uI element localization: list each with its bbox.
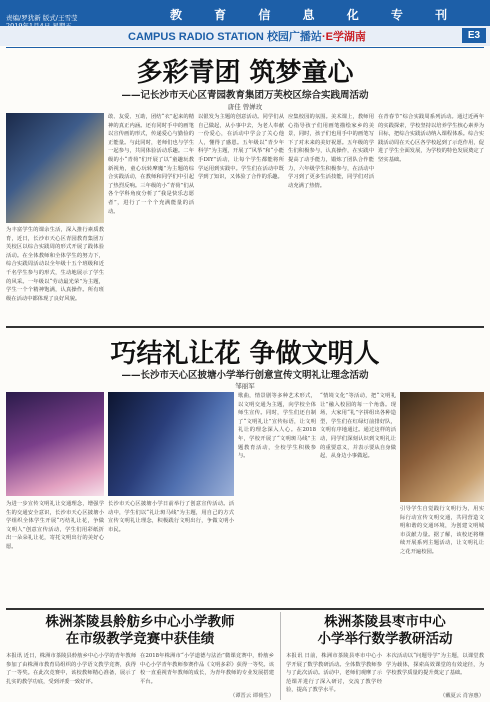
article3-text-2: 在2018年株洲市“小学道德与法治”微课竞赛中，舲舫乡中心小学青年教师参赛作品《文明多彩》获得一等奖。该校一直重视青年教师的成长，为青年教师的专业发展搭建平台。 — [140, 653, 274, 685]
article4-title-line-1: 株洲茶陵县枣市中心 — [324, 614, 446, 630]
article1-col-5: 在青春节”综合实践周系列活动。通过近两年的实践探索，学校坚持以培养学生核心素养为目标，把综合实践活动纳入课程体系。综合实践活动周在天心区各学校起到了示范作用，促进了学生全面发展，为学校的特色发展奠定了坚实基础。 — [378, 114, 484, 163]
article3-title — [6, 614, 274, 648]
article1-col-3: 以银发为主题的创意活动。同学们从自己做起，从小事中去，为老人奉献一份爱心，在活动中学会了关心他人，懂得了感恩。五年级以“青少年科学”为主题，开展了“风筝”和“小能手DIY”活动，让每个学生都能将所学运用到实践中。学生们在活动中既学到了知识，又体验了合作的乐趣。 — [198, 114, 284, 181]
article1-col-2: 敢、友爱、互助，团结“衣”起来的精神的真正内涵。还有同时手中的画笔以宣传画的形式，传递爱心与勤俭的正能量。与此同时，老师们也与学生一起参与，共同体验活动乐趣。二年级的小“青荷”们开展了以“童趣玩教新视角，童心玩转摩魔”为主题的综合实践活动，在教师和同学们中引起了热烈反响。三年级的小“青荷”们从各个学科角度分析了“我是快乐志愿者”，进行了一个个充满能量的活动。 — [108, 114, 194, 215]
article2-subtitle: ——长沙市天心区披塘小学举行创意宣传文明礼让理念活动 — [121, 370, 369, 381]
editor-line: 责编/罗犹新 版式/王雪莹 — [6, 14, 78, 22]
section-divider-2 — [6, 608, 484, 610]
article2-byline: 邹丽军 — [235, 382, 255, 390]
article1-col-1: 为丰富学生的课余生活，深入推行素质教育，近日，长沙市天心区青园教育集团万芙校区以综合实践周的形式开展了践体验活动。在全体教师和全体学生的努力下，综合实践周活动以全年级十五个班级和近千名学生参与的形式，生动地展示了学生的风采。一年级以“劳动最光荣”为主题，学生一个个精神饱满，认真操作。所有班级在活动中都体现了良好风貌。 — [6, 227, 104, 302]
section-title-suffix: ·E学湖南 — [321, 31, 366, 43]
article1-col-4: 应集校园的氛围。美术课上，教师用心指导孩子们用画笔描绘家乡的美景，同时，孩子们也用手中的画笔写下了对未来的美好祝愿。五年级的学生们积极参与，认真操作，在实践中提高了动手能力，锻炼了团队合作能力，六年级学生积极参与，在活动中学习到了更多生活技能，同学们对活动充满了热情。 — [288, 114, 374, 189]
article2-title: 巧结礼让花 争做文明人 — [110, 339, 380, 369]
article2-col-a: 为进一步宣传文明礼让交通理念，增强学生的交通安全意识，长沙市天心区披塘小学组织全体学生开展“巧结礼让花，争做文明人”创意宣传活动，学生们用彩纸折出一朵朵礼让花，寄托文明出行的美好心愿。 — [6, 501, 104, 550]
section-title — [128, 28, 366, 44]
article2-col-e: 引导学生自觉践行文明行为，用实际行动宣传文明交通，共同营造文明和谐的交通环境，为创建文明城市贡献力量。据了解，该校还将继续开展系列主题活动，让文明礼让之花开遍校园。 — [400, 506, 484, 555]
article1-byline: 唐佳 曾婵玫 — [227, 103, 263, 111]
article4-author: （戴夏云 肖容惠） — [439, 693, 484, 699]
article1-title: 多彩青团 筑梦童心 — [136, 58, 354, 88]
article2-photo-1 — [6, 392, 104, 496]
article2-col-c: 歌曲，情景剧等多种艺术形式，以文明交通为主题，向学校全体师生宣传。同时，学生们还自制了“文明礼让”宣传标语，让文明礼让的理念深入人心。在2018年，学校开展了“文明斑马线”主题教育活动，全校学生积极参与。 — [238, 393, 316, 460]
article3-title-line-2: 在市级教学竞赛中获佳绩 — [65, 631, 215, 647]
article4-text-1: 本报讯 日前，株洲市茶陵县枣市中心小学开展了数学教研活动。全体数学教师参与了此次活动。活动中，老师们观摩了示范课并进行了深入研讨，交流了教学经验，提高了教学水平。 — [286, 653, 382, 694]
section-title-en: CAMPUS RADIO STATION — [128, 31, 264, 43]
article2-photo-3 — [400, 392, 484, 502]
article3-text-1: 本报讯 近日，株洲市茶陵县舲舫乡中心小学的青年教师参加了由株洲市教育局组织的小学语文教学竞赛，获得了一等奖。在此次竞赛中，该校教师精心准备，展示了扎实的教学功底，受到评委一致好评。 — [6, 653, 136, 685]
article3-author: （谭晋云 谭荷生） — [229, 693, 274, 699]
article2-col-d: “情境文化”等活动，把“文明礼让”融入校园的每一个角落。现场，大家用“礼”字拼组出各种造型，学生们在红绿灯前排好队，文明有序地通过。通过这样的活动，同学们深刻认识到文明礼让的重要意义，并表示要从自身做起，从身边小事做起。 — [320, 393, 396, 460]
section-title-cn: 校园广播站 — [266, 31, 322, 43]
section-divider-1 — [6, 326, 484, 328]
article1-photo-1 — [6, 113, 104, 223]
article1-subtitle: ——记长沙市天心区青园教育集团万芙校区综合实践周活动 — [121, 90, 369, 101]
header-rule — [6, 47, 484, 48]
article4-title — [286, 614, 484, 648]
article2-photo-2 — [108, 392, 234, 496]
article2-col-b: 长沙市天心区披塘小学日前举行了创意宣传活动。活动中，学生们以“礼让斑马线”为主题，用自己的方式宣传文明礼让理念，积极践行文明出行，争做文明小市民。 — [108, 501, 234, 533]
article4-text-2: 本次活动以“问题导学”为主题，以课堂教学为载体，探索高效课堂的有效途径，为学校教学质量的提升奠定了基础。 — [386, 653, 484, 677]
article4-title-line-2: 小学举行数学教研活动 — [317, 631, 453, 647]
masthead-title: 教 育 信 息 化 专 刊 — [170, 8, 462, 22]
column-divider — [280, 612, 281, 700]
page-number: E3 — [462, 28, 486, 43]
article3-title-line-1: 株洲茶陵县舲舫乡中心小学教师 — [45, 614, 235, 630]
